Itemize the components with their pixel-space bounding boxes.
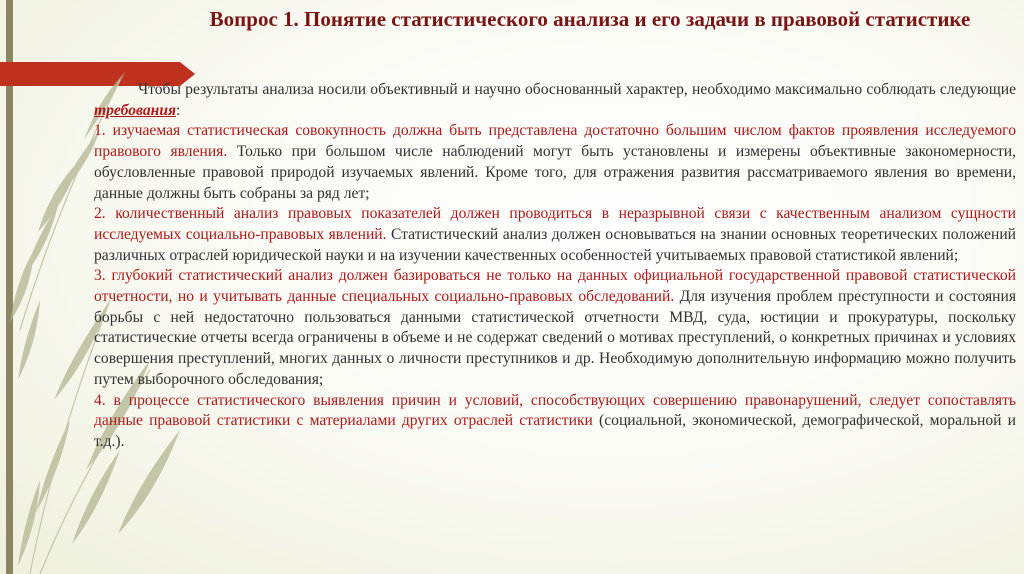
- list-item: [94, 391, 1016, 453]
- item-text: Статистический анализ должен основываться на знании основных теоретических положений различных отраслей юридической науки и на изучении качественных особенностей учитываемых правовой статистикой явлений;: [94, 225, 1017, 264]
- list-item: [94, 121, 1016, 204]
- intro-tail: :: [176, 101, 181, 119]
- list-item: [94, 266, 1016, 390]
- item-emphasis: в процессе статистического выявления причин и условий, способствующих совершению правонарушений, следует сопоставлять данные правовой статистики с материалами других отраслей статистики: [94, 391, 1016, 430]
- item-number: 3.: [94, 267, 106, 285]
- item-number: 4.: [94, 391, 106, 409]
- item-text: Для изучения проблем преступности и состояния борьбы с ней недостаточно пользоваться данными статистической отчетности МВД, суда, юстиции и прокуратуры, поскольку статистические отчеты всегда ограничены в объеме и не содержат сведений о мотивах преступлений, о конкретных причинах и условиях совершения преступлений, многих данных о личности преступников и др. Необходимую дополнительную информацию можно получить путем выборочного обследования;: [94, 288, 1016, 388]
- item-number: 1.: [94, 122, 106, 140]
- vertical-bar: [6, 0, 13, 574]
- item-emphasis: количественный анализ правовых показателей должен проводиться в неразрывной связи с качественным анализом сущности исследуемых социально-правовых явлений.: [94, 205, 1016, 243]
- requirements-keyword: требования: [94, 101, 177, 119]
- item-emphasis: изучаемая статистическая совокупность должна быть представлена достаточно большим числом фактов проявления исследуемого правового явления.: [94, 122, 1016, 161]
- item-text: (социальной, экономической, демографической, моральной и т.д.).: [94, 412, 1017, 450]
- slide-title: Вопрос 1. Понятие статистического анализа и его задачи в правовой статистике: [209, 7, 971, 31]
- list-item: [94, 204, 1016, 266]
- item-emphasis: глубокий статистический анализ должен базироваться не только на данных официальной государственной правовой статистической отчетности, но и учитывать данные специальных социально-правовых обследований.: [94, 267, 1016, 306]
- item-text: Только при большом числе наблюдений могут быть установлены и измерены объективные закономерности, обусловленные правовой природой изучаемых явлений. Кроме того, для отражения развития рассматриваемого явления во времени, данные должны быть собраны за ряд лет;: [94, 143, 1016, 202]
- item-number: 2.: [94, 205, 106, 223]
- intro-paragraph: [94, 80, 1016, 121]
- slide-body: [94, 80, 1016, 453]
- intro-text: Чтобы результаты анализа носили объективный и научно обоснованный характер, необходимо максимально соблюдать следующие: [138, 81, 1016, 98]
